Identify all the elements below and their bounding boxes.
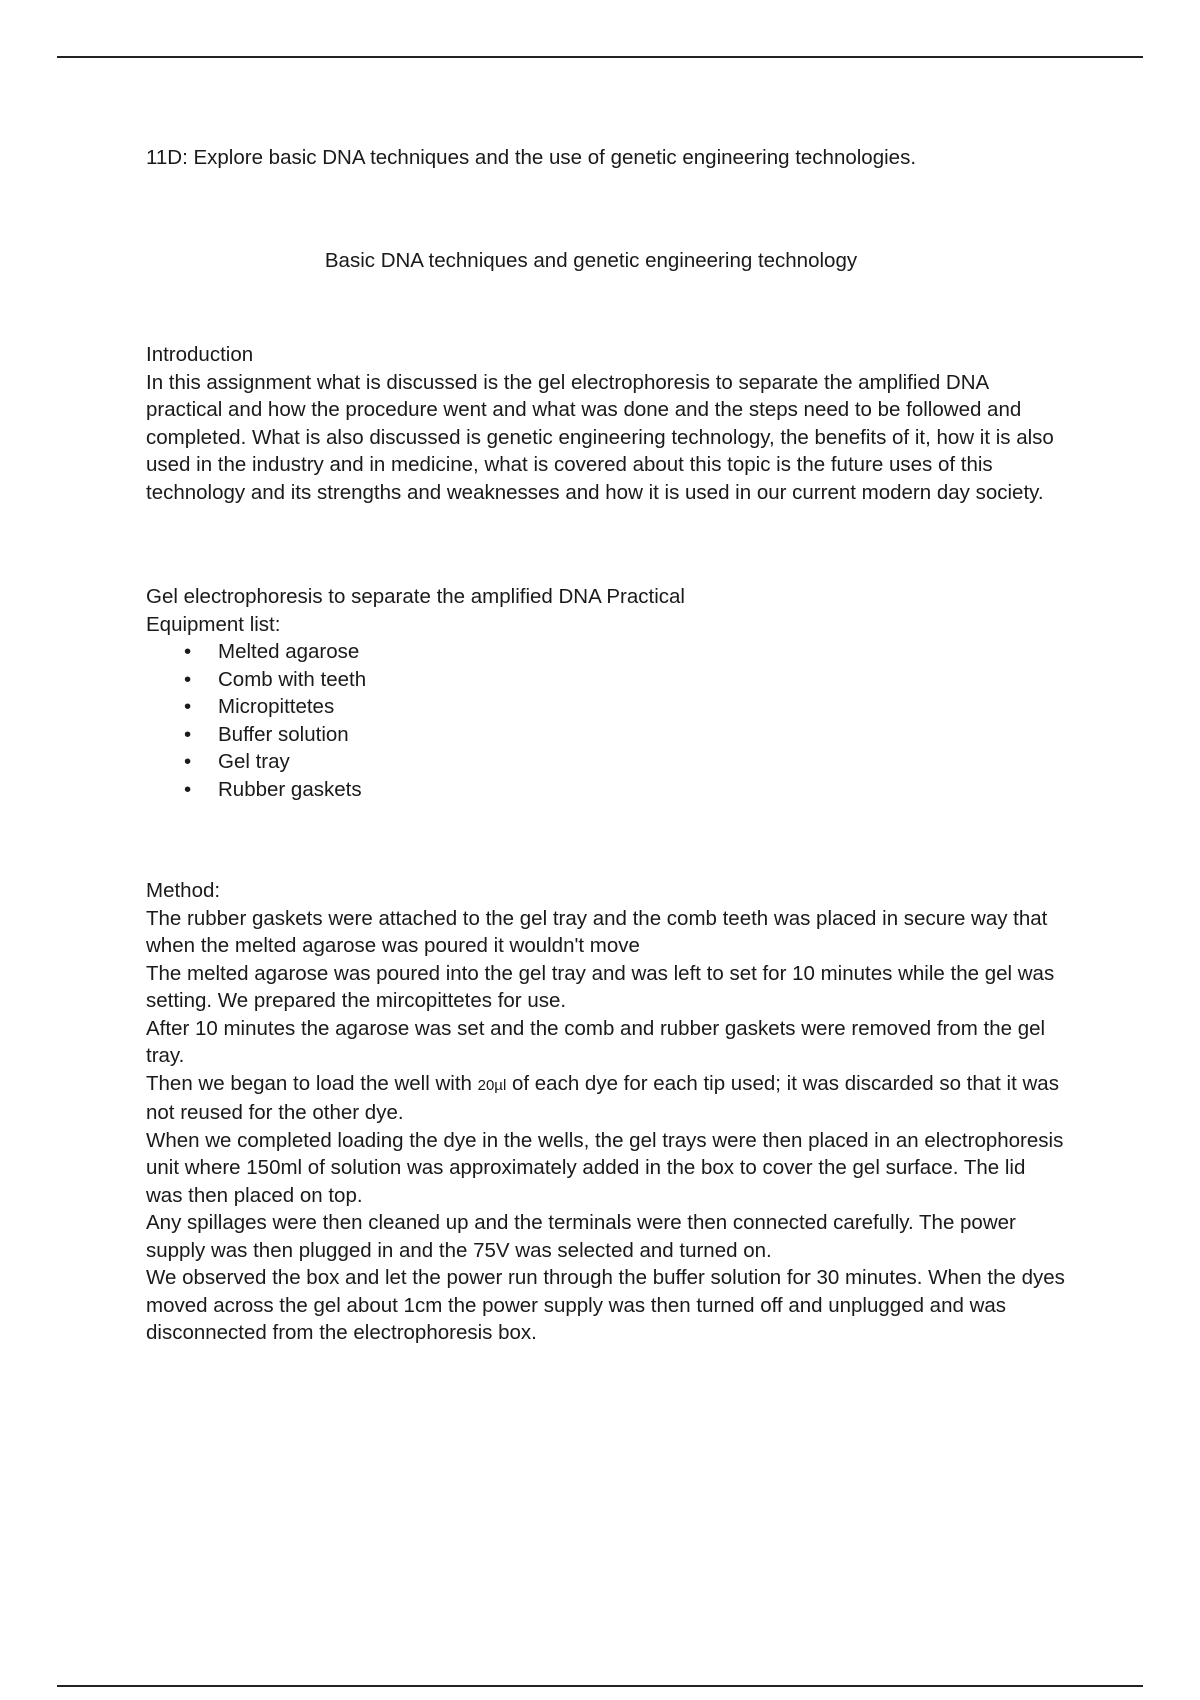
method-steps [146,905,1066,1347]
method-step: The rubber gaskets were attached to the gel tray and the comb teeth was placed in secure way that when the melted agarose was poured it wouldn't move [146,906,1048,957]
list-item [146,776,1066,804]
document-body [146,144,1066,1347]
equipment-item: Gel tray [218,750,290,773]
practical-heading: Gel electrophoresis to separate the amplified DNA Practical [146,585,685,608]
bullet-icon: • [184,640,192,663]
method-step [146,1070,1066,1127]
method-heading: Method: [146,879,221,902]
equipment-item: Micropittetes [218,695,335,718]
method-step: The melted agarose was poured into the gel tray and was left to set for 10 minutes while the gel was setting. We prepared the mircopittetes for use. [146,961,1055,1012]
list-item [146,693,1066,721]
equipment-item: Melted agarose [218,640,360,663]
dye-volume: 20µl [477,1076,507,1094]
equipment-label: Equipment list: [146,612,281,636]
method-step-text: Then we began to load the well with [146,1071,478,1095]
bullet-icon: • [184,750,192,773]
document-title: Basic DNA techniques and genetic engineering technology [324,249,858,272]
method-step: When we completed loading the dye in the wells, the gel trays were then placed in an electrophoresis unit where 150ml of solution was approximately added in the box to cover the gel surface. The lid was then placed on top. [146,1128,1064,1207]
method-step: After 10 minutes the agarose was set and the comb and rubber gaskets were removed from the gel tray. [146,1016,1046,1067]
list-item [146,638,1066,666]
top-rule [57,56,1143,58]
bullet-icon: • [184,722,192,746]
bullet-icon: • [184,695,192,718]
method-section [146,877,1066,1347]
equipment-item: Buffer solution [218,722,349,746]
subject-line: 11D: Explore basic DNA techniques and the use of genetic engineering technologies. [146,146,917,169]
equipment-item: Rubber gaskets [218,777,362,801]
list-item [146,666,1066,694]
practical-section [146,583,1066,803]
equipment-item: Comb with teeth [218,667,367,691]
list-item [146,748,1066,776]
method-step: Any spillages were then cleaned up and the terminals were then connected carefully. The power supply was then plugged in and the 75V was selected and turned on. [146,1211,1016,1262]
equipment-list [146,638,1066,803]
bottom-rule [57,1685,1143,1687]
list-item [146,721,1066,749]
bullet-icon: • [184,667,192,691]
method-step-text: of each dye for each tip used; it was discarded so that it was not reused for the other dye. [146,1071,1059,1124]
introduction-section [146,341,1066,506]
introduction-text: In this assignment what is discussed is the gel electrophoresis to separate the amplified DNA practical and how the procedure went and what was done and the steps need to be followed and completed. What is also discussed is genetic engineering technology, the benefits of it, how it is also used in the industry and in medicine, what is covered about this topic is the future uses of this technology and its strengths and weaknesses and how it is used in our current modern day society. [146,370,1054,504]
bullet-icon: • [184,777,192,801]
introduction-heading: Introduction [146,343,254,366]
method-step: We observed the box and let the power run through the buffer solution for 30 minutes. When the dyes moved across the gel about 1cm the power supply was then turned off and unplugged and was disconnected from the electrophoresis box. [146,1266,1065,1344]
